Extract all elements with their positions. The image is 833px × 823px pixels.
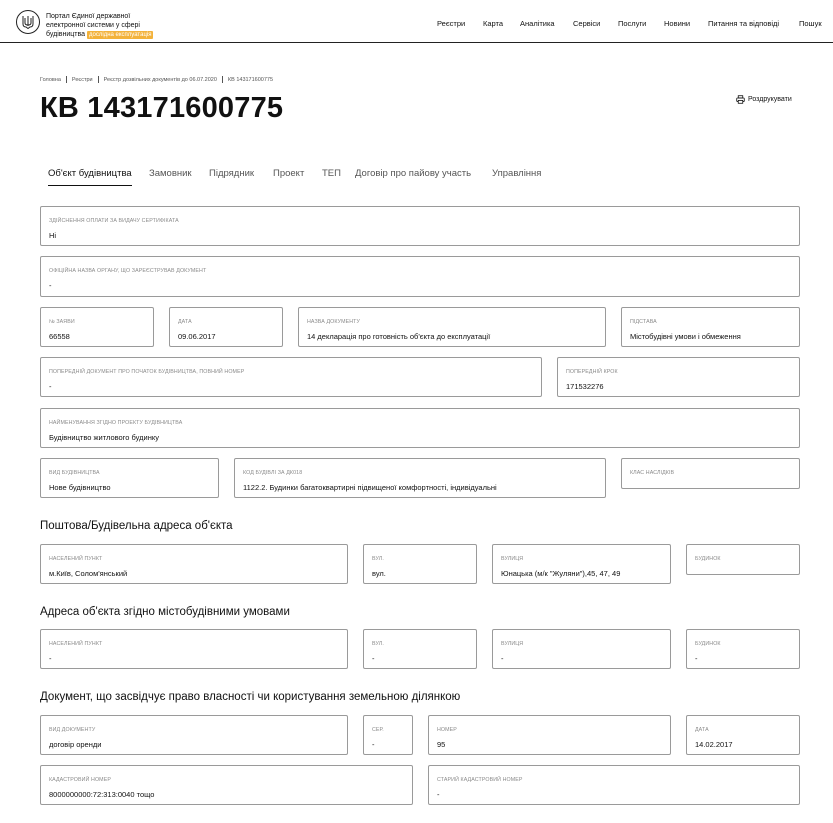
field-value: - xyxy=(372,740,375,749)
field-previous-step xyxy=(557,357,800,397)
field-value: 8000000000:72:313:0040 тощо xyxy=(49,790,155,799)
brand-line-2: електронної системи у сфері xyxy=(46,22,140,29)
field-value: - xyxy=(49,382,52,391)
field-old-cadastral-number xyxy=(428,765,800,805)
field-value: Юнацька (м/к "Жуляни"),45, 47, 49 xyxy=(501,569,621,578)
field-land-number xyxy=(428,715,671,755)
field-previous-document xyxy=(40,357,542,397)
tab-customer[interactable]: Замовник xyxy=(149,168,192,179)
beta-badge: дослідна експлуатація xyxy=(89,32,152,38)
field-construction-type xyxy=(40,458,219,498)
field-value: Нове будівництво xyxy=(49,483,111,492)
brand-line-1: Портал Єдиної державної xyxy=(46,13,131,20)
breadcrumb-current: КВ 143171600775 xyxy=(227,76,274,83)
field-land-date xyxy=(686,715,800,755)
page-title: КВ 143171600775 xyxy=(40,92,284,124)
print-label: Роздрукувати xyxy=(748,96,792,103)
field-label: СТАРИЙ КАДАСТРОВИЙ НОМЕР xyxy=(437,777,523,783)
field-registering-authority xyxy=(40,256,800,297)
field-value: 14.02.2017 xyxy=(695,740,733,749)
field-label: БУДИНОК xyxy=(695,641,721,647)
field-urban-building xyxy=(686,629,800,669)
field-cadastral-number xyxy=(40,765,413,805)
field-value: - xyxy=(49,654,52,663)
field-label: ДАТА xyxy=(695,727,709,733)
field-land-series xyxy=(363,715,413,755)
field-document-name xyxy=(298,307,606,347)
field-value: - xyxy=(695,654,698,663)
field-postal-building xyxy=(686,544,800,575)
nav-analytics[interactable]: Аналітика xyxy=(520,19,555,28)
field-basis xyxy=(621,307,800,347)
brand-line-3 xyxy=(46,30,153,39)
section-title-land-document: Документ, що засвідчує право власності чи користування земельною ділянкою xyxy=(40,691,461,703)
field-label: НАСЕЛЕНИЙ ПУНКТ xyxy=(49,556,103,562)
nav-faq[interactable]: Питання та відповіді xyxy=(708,19,780,28)
field-label: НОМЕР xyxy=(437,727,457,733)
field-label: НАЙМЕНУВАННЯ ЗГІДНО ПРОЕКТУ БУДІВНИЦТВА xyxy=(49,420,183,426)
site-header xyxy=(0,0,833,43)
field-application-number xyxy=(40,307,154,347)
section-title-urban-address: Адреса об'єкта згідно містобудівними умовами xyxy=(40,606,290,618)
field-land-doc-type xyxy=(40,715,348,755)
field-label: ВУЛ. xyxy=(372,556,384,562)
field-label: ДАТА xyxy=(178,319,192,325)
nav-search[interactable]: Пошук xyxy=(799,19,822,28)
field-value: 66558 xyxy=(49,332,70,341)
nav-news[interactable]: Новини xyxy=(664,19,691,28)
breadcrumb-separator xyxy=(66,76,67,83)
tab-project[interactable]: Проект xyxy=(273,168,305,179)
field-label: ПІДСТАВА xyxy=(630,319,657,325)
field-urban-street-type xyxy=(363,629,477,669)
field-value: 14 декларація про готовність об'єкта до експлуатації xyxy=(307,332,491,341)
field-value: вул. xyxy=(372,569,386,578)
field-label: ЗДІЙСНЕННЯ ОПЛАТИ ЗА ВИДАЧУ СЕРТИФІКАТА xyxy=(49,218,179,224)
brand-line-3-text: будівництва xyxy=(46,31,86,38)
breadcrumb-home[interactable]: Головна xyxy=(40,76,61,83)
field-date xyxy=(169,307,283,347)
section-title-postal-address: Поштова/Будівельна адреса об'єкта xyxy=(40,520,233,532)
breadcrumb xyxy=(40,76,273,83)
field-postal-street-type xyxy=(363,544,477,584)
field-value: 95 xyxy=(437,740,446,749)
tab-management[interactable]: Управління xyxy=(492,168,542,179)
nav-services[interactable]: Сервіси xyxy=(573,19,601,28)
field-label: ВУЛИЦЯ xyxy=(501,556,524,562)
breadcrumb-registries[interactable]: Реєстри xyxy=(71,76,93,83)
field-certificate-payment xyxy=(40,206,800,246)
field-value: - xyxy=(501,654,504,663)
printer-icon xyxy=(736,95,745,104)
field-value: Будівництво житлового будинку xyxy=(49,433,159,442)
nav-public-services[interactable]: Послуги xyxy=(618,19,647,28)
field-label: НАСЕЛЕНИЙ ПУНКТ xyxy=(49,641,103,647)
nav-registries[interactable]: Реєстри xyxy=(437,19,466,28)
field-value: - xyxy=(49,281,52,290)
print-button[interactable] xyxy=(736,95,792,104)
field-urban-locality xyxy=(40,629,348,669)
field-label: ВУЛ. xyxy=(372,641,384,647)
field-value: Містобудівні умови і обмеження xyxy=(630,332,741,341)
field-value: 09.06.2017 xyxy=(178,332,216,341)
field-label: ПОПЕРЕДНІЙ КРОК xyxy=(566,369,618,375)
field-label: БУДИНОК xyxy=(695,556,721,562)
field-value: 171532276 xyxy=(566,382,604,391)
field-value: - xyxy=(372,654,375,663)
breadcrumb-permits-registry[interactable]: Реєстр дозвільних документів до 06.07.2020 xyxy=(103,76,217,83)
field-label: КЛАС НАСЛІДКІВ xyxy=(630,470,675,476)
field-label: ВУЛИЦЯ xyxy=(501,641,524,647)
field-postal-street xyxy=(492,544,671,584)
tab-construction-object[interactable]: Об'єкт будівництва xyxy=(48,168,132,186)
field-label: ВИД ДОКУМЕНТУ xyxy=(49,727,96,733)
field-value: 1122.2. Будинки багатоквартирні підвищеної комфортності, індивідуальні xyxy=(243,483,497,492)
field-label: КОД БУДІВЛІ ЗА ДК018 xyxy=(243,470,303,476)
field-label: ОФІЦІЙНА НАЗВА ОРГАНУ, ЩО ЗАРЕЄСТРУВАВ ДОКУМЕНТ xyxy=(49,268,207,274)
nav-map[interactable]: Карта xyxy=(483,19,504,28)
main-nav xyxy=(0,19,833,29)
tab-share-agreement[interactable]: Договір про пайову участь xyxy=(355,168,472,179)
tab-tep[interactable]: ТЕП xyxy=(322,168,341,179)
field-building-code xyxy=(234,458,606,498)
field-label: НАЗВА ДОКУМЕНТУ xyxy=(307,319,360,325)
field-urban-street xyxy=(492,629,671,669)
field-value: договір оренди xyxy=(49,740,102,749)
breadcrumb-separator xyxy=(222,76,223,83)
tab-contractor[interactable]: Підрядник xyxy=(209,168,255,179)
field-label: ПОПЕРЕДНІЙ ДОКУМЕНТ ПРО ПОЧАТОК БУДІВНИЦТВА, ПОВНИЙ НОМЕР xyxy=(49,369,245,375)
field-label: КАДАСТРОВИЙ НОМЕР xyxy=(49,777,111,783)
field-label: СЕР. xyxy=(372,727,384,733)
field-value: м.Київ, Солом'янський xyxy=(49,569,128,578)
field-value: - xyxy=(437,790,440,799)
field-postal-locality xyxy=(40,544,348,584)
field-label: № ЗАЯВИ xyxy=(49,319,75,325)
field-label: ВИД БУДІВНИЦТВА xyxy=(49,470,100,476)
field-consequence-class xyxy=(621,458,800,489)
field-value: Ні xyxy=(49,231,57,240)
breadcrumb-separator xyxy=(98,76,99,83)
field-project-name xyxy=(40,408,800,448)
